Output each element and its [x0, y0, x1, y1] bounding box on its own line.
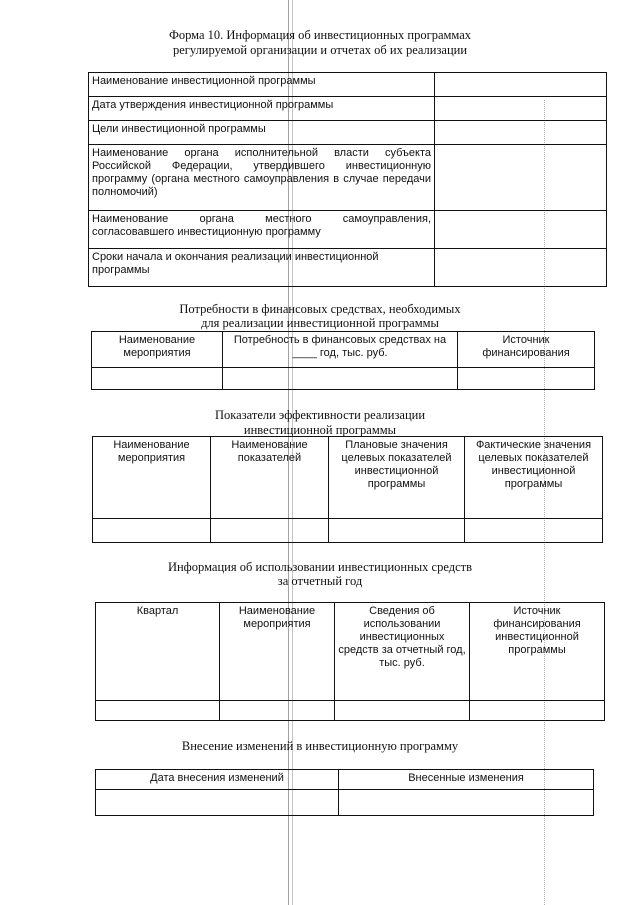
table-row	[96, 790, 594, 816]
table-header-row	[96, 770, 594, 790]
table-cell[interactable]	[96, 701, 220, 721]
column-header: Квартал	[96, 603, 220, 701]
info-value[interactable]	[435, 145, 607, 211]
info-label: Дата утверждения инвестиционной программы	[89, 97, 435, 121]
usage-section-title-line2: за отчетный год	[277, 574, 363, 588]
table-row	[96, 701, 605, 721]
table-cell[interactable]	[465, 519, 603, 543]
info-label: Наименование инвестиционной программы	[89, 73, 435, 97]
column-header: Сведения об использовании инвестиционных средств за отчетный год, тыс. руб.	[335, 603, 470, 701]
form-title-line1: Форма 10. Информация об инвестиционных программах	[168, 28, 472, 42]
efficiency-section-title-line2: инвестиционной программы	[243, 423, 397, 437]
investment-usage-table	[95, 602, 605, 721]
usage-section-title-line1: Информация об использовании инвестиционных средств	[167, 560, 473, 574]
form-title-line2: регулируемой организации и отчетах об их реализации	[172, 43, 468, 57]
column-header: Наименование показателей	[211, 437, 329, 519]
table-row	[89, 211, 607, 249]
table-row	[89, 97, 607, 121]
financing-needs-table	[91, 331, 595, 390]
column-header: Источник финансирования инвестиционной программы	[470, 603, 605, 701]
table-cell[interactable]	[92, 368, 223, 390]
column-header: Наименование мероприятия	[92, 332, 223, 368]
table-cell[interactable]	[458, 368, 595, 390]
table-row	[89, 249, 607, 287]
info-value[interactable]	[435, 73, 607, 97]
table-row	[89, 121, 607, 145]
needs-section-title-line1: Потребности в финансовых средствах, необходимых	[179, 302, 461, 316]
needs-section-title-line2: для реализации инвестиционной программы	[201, 316, 439, 330]
table-row	[89, 73, 607, 97]
table-header-row	[93, 437, 603, 519]
column-header: Источник финансирования	[458, 332, 595, 368]
info-label: Наименование органа исполнительной власти субъекта Российской Федерации, утвердившего инвестиционную программу (органа местного самоуправления в случае передачи полномочий)	[89, 145, 435, 211]
changes-section-title: Внесение изменений в инвестиционную программу	[181, 739, 459, 753]
efficiency-section-title-line1: Показатели эффективности реализации	[214, 408, 426, 422]
info-value[interactable]	[435, 121, 607, 145]
column-header: Внесенные изменения	[339, 770, 594, 790]
table-header-row	[92, 332, 595, 368]
info-value[interactable]	[435, 97, 607, 121]
column-header: Наименование мероприятия	[93, 437, 211, 519]
table-cell[interactable]	[220, 701, 335, 721]
info-label: Сроки начала и окончания реализации инвестиционной программы	[89, 249, 435, 287]
table-row	[93, 519, 603, 543]
program-changes-table	[95, 769, 594, 816]
efficiency-indicators-table	[92, 436, 603, 543]
table-row	[92, 368, 595, 390]
column-header: Наименование мероприятия	[220, 603, 335, 701]
column-header: Потребность в финансовых средствах на ____ год, тыс. руб.	[223, 332, 458, 368]
table-cell[interactable]	[96, 790, 339, 816]
investment-program-info-table	[88, 72, 607, 287]
table-row	[89, 145, 607, 211]
column-header: Фактические значения целевых показателей инвестиционной программы	[465, 437, 603, 519]
column-header: Дата внесения изменений	[96, 770, 339, 790]
table-header-row	[96, 603, 605, 701]
table-cell[interactable]	[339, 790, 594, 816]
info-label: Наименование органа местного самоуправления, согласовавшего инвестиционную программу	[89, 211, 435, 249]
table-cell[interactable]	[93, 519, 211, 543]
table-cell[interactable]	[470, 701, 605, 721]
table-cell[interactable]	[329, 519, 465, 543]
info-value[interactable]	[435, 211, 607, 249]
table-cell[interactable]	[223, 368, 458, 390]
info-value[interactable]	[435, 249, 607, 287]
table-cell[interactable]	[211, 519, 329, 543]
table-cell[interactable]	[335, 701, 470, 721]
info-label: Цели инвестиционной программы	[89, 121, 435, 145]
column-header: Плановые значения целевых показателей инвестиционной программы	[329, 437, 465, 519]
